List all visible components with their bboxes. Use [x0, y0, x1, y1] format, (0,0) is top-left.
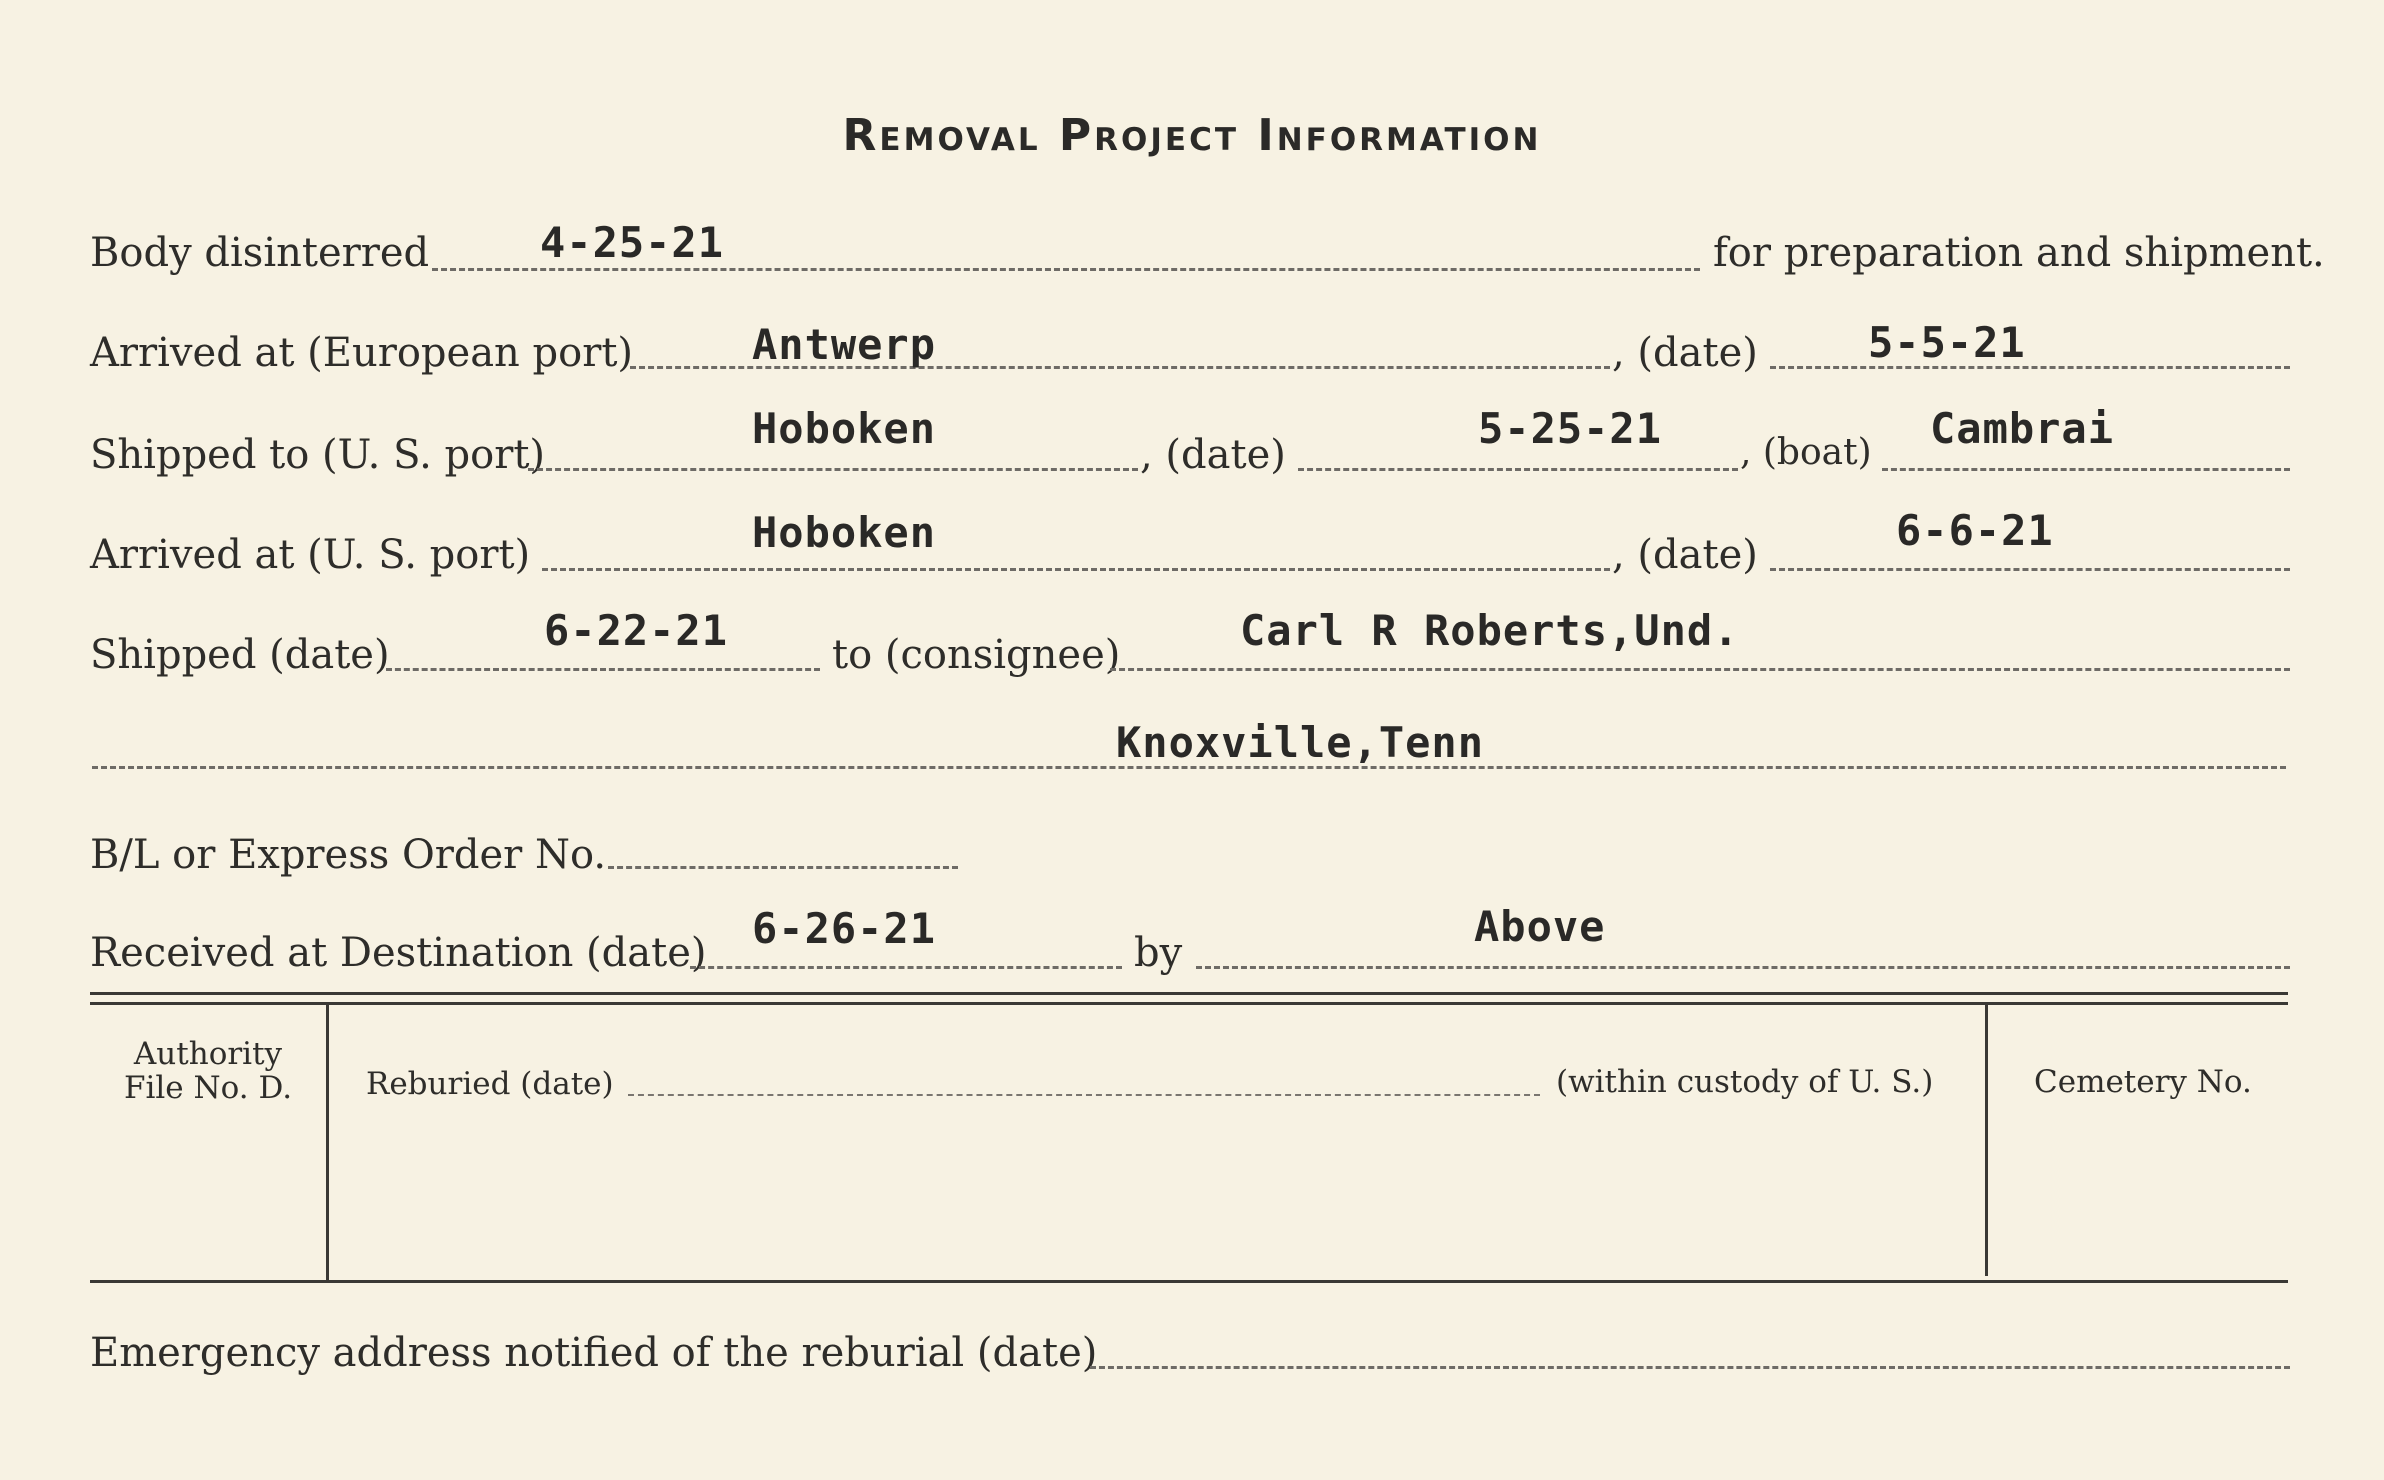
bl-order-label: B/L or Express Order No. [90, 832, 607, 878]
arrived-european-date-label: , (date) [1612, 330, 1758, 376]
arrived-us-port-line [542, 568, 1610, 571]
consignee-label: to (consignee) [832, 632, 1121, 678]
shipped-us-port-label: Shipped to (U. S. port) [90, 432, 545, 478]
received-by-value: Above [1474, 902, 1606, 951]
body-disinterred-value: 4-25-21 [540, 218, 725, 267]
shipped-us-port-line [528, 468, 1138, 471]
consignee-value: Carl R Roberts,Und. [1240, 606, 1740, 655]
shipped-us-date-value: 5-25-21 [1478, 404, 1663, 453]
table-divider-left [326, 1004, 329, 1280]
shipped-us-boat-value: Cambrai [1930, 404, 2115, 453]
body-disinterred-suffix: for preparation and shipment. [1713, 230, 2325, 276]
received-by-label: by [1134, 930, 1183, 976]
emergency-address-label: Emergency address notified of the reburial (date) [90, 1330, 1098, 1376]
shipped-date-value: 6-22-21 [544, 606, 729, 655]
authority-label-line2: File No. D. [123, 1070, 293, 1106]
table-top-rule [90, 992, 2288, 1005]
arrived-european-port-label: Arrived at (European port) [90, 330, 634, 376]
shipped-us-boat-label: , (boat) [1740, 432, 1872, 473]
arrived-us-port-value: Hoboken [752, 508, 937, 557]
consignee-address-value: Knoxville,Tenn [1116, 718, 1485, 767]
reburied-date-line [628, 1094, 1540, 1096]
table-bottom-rule [90, 1280, 2288, 1283]
table-divider-right [1985, 1004, 1988, 1276]
shipped-us-date-line [1298, 468, 1738, 471]
body-disinterred-label: Body disinterred [90, 230, 430, 276]
arrived-us-port-label: Arrived at (U. S. port) [90, 532, 531, 578]
shipped-date-label: Shipped (date) [90, 632, 390, 678]
received-by-line [1196, 966, 2290, 969]
shipped-date-line [386, 668, 820, 671]
reburied-date-label: Reburied (date) [366, 1066, 614, 1102]
custody-label: (within custody of U. S.) [1556, 1064, 1934, 1100]
authority-label-line1: Authority [133, 1036, 283, 1072]
card-title: Removal Project Information [842, 110, 1542, 161]
arrived-us-date-value: 6-6-21 [1896, 506, 2054, 555]
consignee-line [1110, 668, 2290, 671]
received-date-line [690, 966, 1122, 969]
shipped-us-boat-line [1882, 468, 2290, 471]
arrived-us-date-label: , (date) [1612, 532, 1758, 578]
body-disinterred-line [432, 268, 1700, 271]
shipped-us-date-label: , (date) [1140, 432, 1286, 478]
bl-order-line [608, 866, 958, 869]
arrived-european-date-line [1770, 366, 2290, 369]
emergency-address-line [1090, 1366, 2290, 1369]
cemetery-number-label: Cemetery No. [2034, 1064, 2252, 1100]
arrived-european-port-value: Antwerp [752, 320, 937, 369]
arrived-european-date-value: 5-5-21 [1868, 318, 2026, 367]
arrived-us-date-line [1770, 568, 2290, 571]
shipped-us-port-value: Hoboken [752, 404, 937, 453]
received-date-value: 6-26-21 [752, 904, 937, 953]
received-date-label: Received at Destination (date) [90, 930, 707, 976]
